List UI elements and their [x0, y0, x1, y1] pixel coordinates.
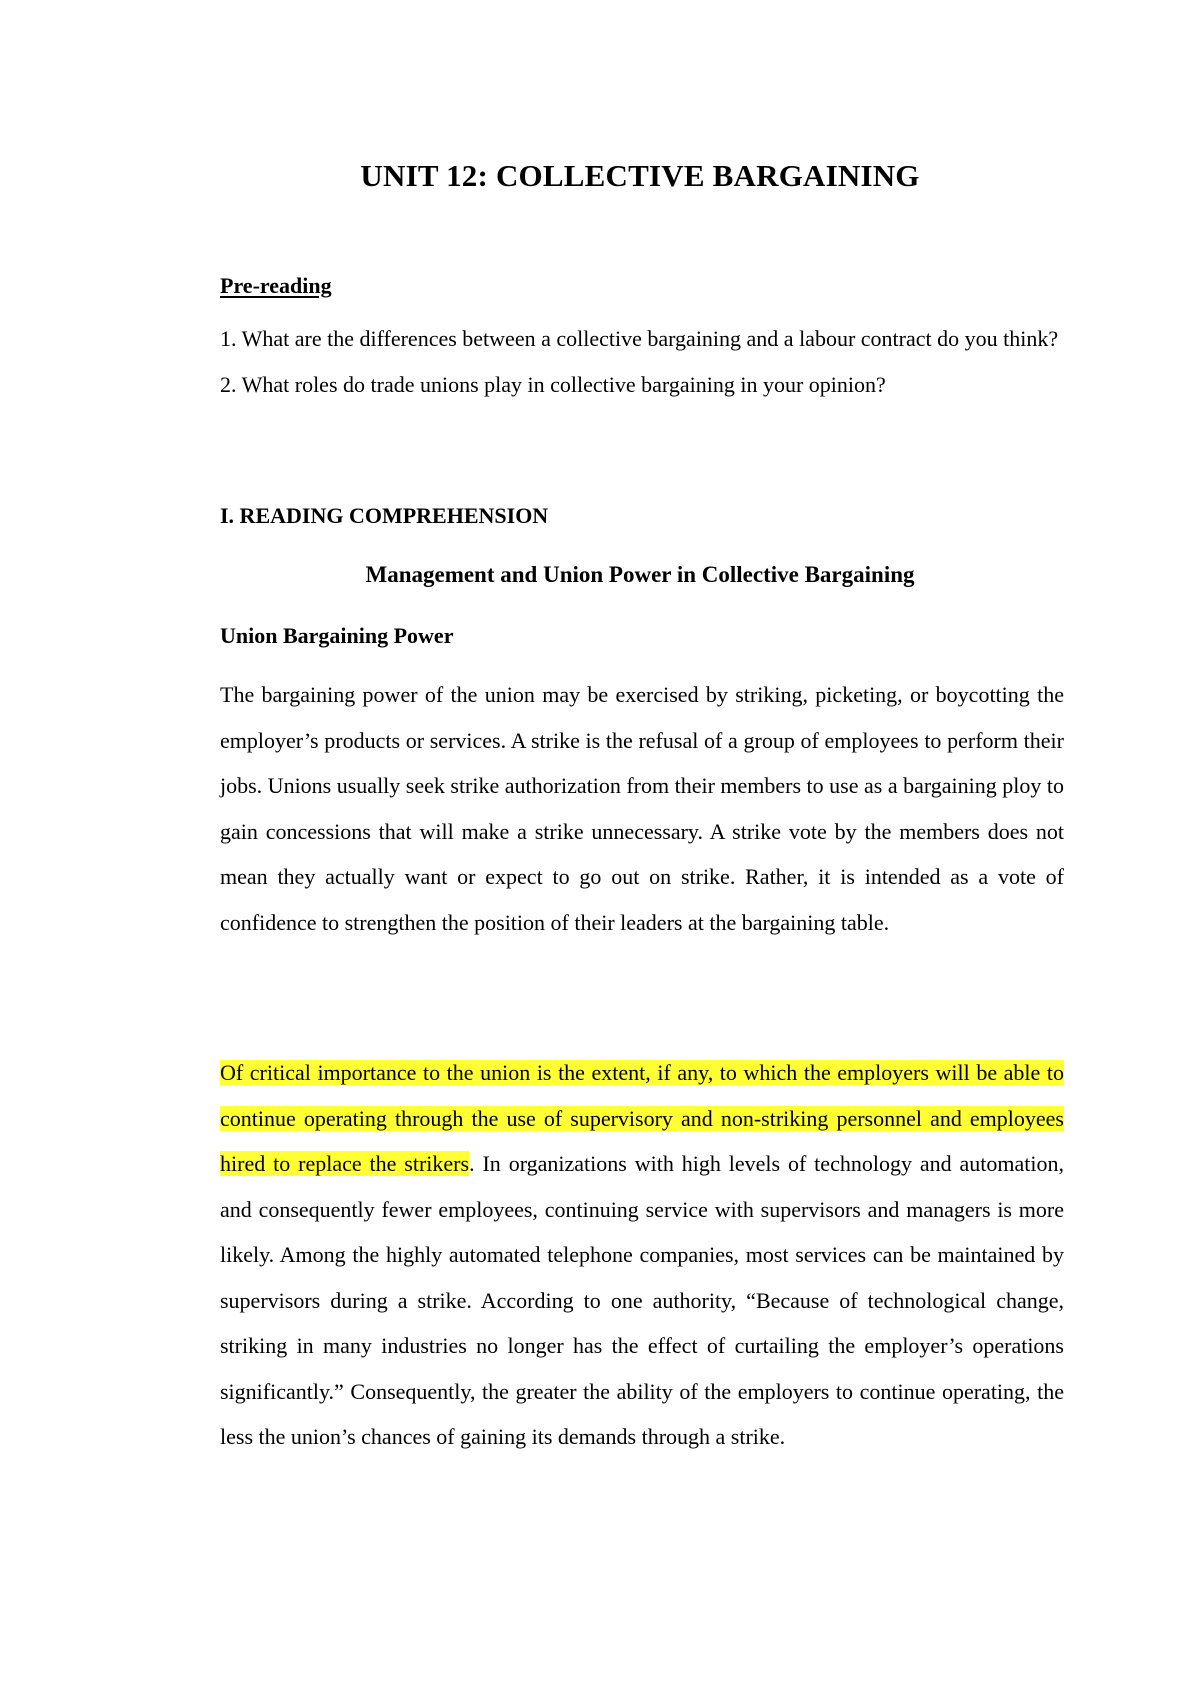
highlighted-text: Of critical importance to the union is the extent, if any, to which the employers will be able to continue operating through the use of supervisory and non-striking personnel and employees hired to replace the strikers — [220, 1060, 1064, 1176]
paragraph-2 — [220, 1050, 1064, 1460]
prereading-heading: Pre-reading — [220, 273, 332, 298]
page-title: UNIT 12: COLLECTIVE BARGAINING — [360, 158, 920, 193]
prereading-question-2: 2. What roles do trade unions play in collective bargaining in your opinion? — [220, 372, 886, 397]
paragraph-2-rest: . In organizations with high levels of technology and automation, and consequently fewer employees, continuing service with supervisors and managers is more likely. Among the highly automated telephone companies, most services can be maintained by supervisors during a strike. According to one authority, “Because of technological change, striking in many industries no longer has the effect of curtailing the employer’s operations significantly.” Consequently, the greater the ability of the employers to continue operating, the less the union’s chances of gaining its demands through a strike. — [220, 1151, 1064, 1449]
prereading-questions — [220, 316, 1064, 408]
prereading-question-1: 1. What are the differences between a collective bargaining and a labour contract do you think? — [220, 326, 1059, 351]
article-title: Management and Union Power in Collective Bargaining — [365, 562, 915, 587]
subheading: Union Bargaining Power — [220, 623, 454, 648]
paragraph-1: The bargaining power of the union may be exercised by striking, picketing, or boycotting the employer’s products or services. A strike is the refusal of a group of employees to perform their jobs. Unions usually seek strike authorization from their members to use as a bargaining ploy to gain concessions that will make a strike unnecessary. A strike vote by the members does not mean they actually want or expect to go out on strike. Rather, it is intended as a vote of confidence to strengthen the position of their leaders at the bargaining table. — [220, 682, 1064, 935]
section-heading: I. READING COMPREHENSION — [220, 503, 549, 528]
